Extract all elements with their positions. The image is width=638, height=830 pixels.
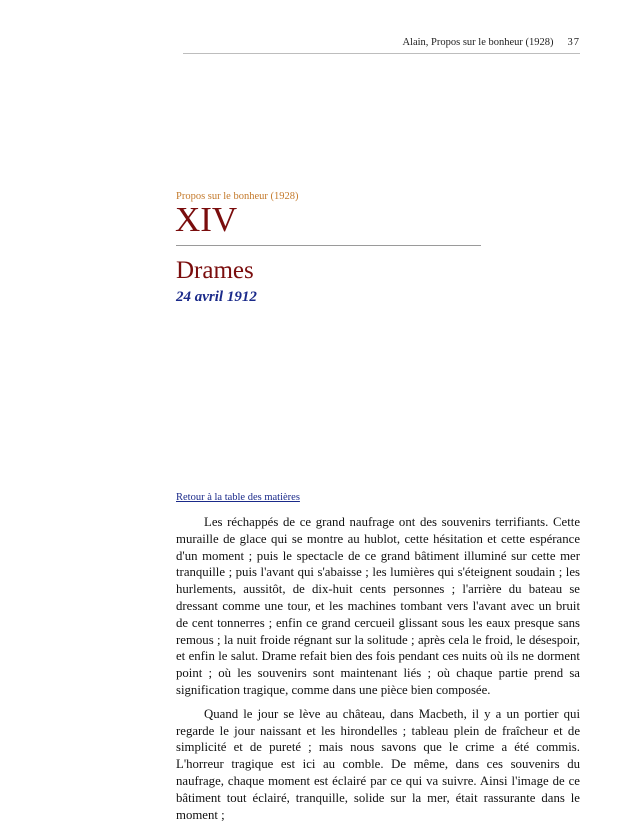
chapter-number: XIV — [175, 200, 238, 239]
toc-link[interactable]: Retour à la table des matières — [176, 492, 300, 503]
body-text — [176, 514, 580, 830]
paragraph: Quand le jour se lève au château, dans Macbeth, il y a un portier qui regarde le jour naissant et les hirondelles ; tableau plein de fraîcheur et de simplicité et de pureté ; mais nous savons que le crime a été commis. L'horreur tragique est ici au comble. De même, dans ces souvenirs du naufrage, chaque moment est éclairé par ce qui va suivre. Ainsi l'image de ce bâtiment tout éclairé, tranquille, solide sur la mer, était rassurante dans le moment ; — [176, 706, 580, 822]
running-header — [183, 37, 580, 48]
chapter-divider — [176, 245, 481, 246]
header-divider — [183, 53, 580, 54]
chapter-date: 24 avril 1912 — [176, 289, 257, 305]
paragraph: Les réchappés de ce grand naufrage ont des souvenirs terrifiants. Cette muraille de glace qui se montre au hublot, cette hésitation et cette espérance d'un moment ; puis le spectacle de ce grand bâtiment illuminé sur cette mer tranquille ; puis l'avant qui s'abaisse ; les lumières qui s'éteignent soudain ; les hurlements, aussitôt, de dix-huit cents personnes ; l'arrière du bateau se dressant comme une tour, et les machines tombant vers l'avant avec un bruit de cent tonnerres ; enfin ce grand cercueil glissant sous les eaux presque sans remous ; la nuit froide régnant sur la solitude ; après cela le froid, le désespoir, et enfin le salut. Drame refait bien des fois pendant ces nuits où ils ne dorment point ; où les souvenirs sont maintenant liés ; où chaque partie prend sa signification tragique, comme dans une pièce bien composée. — [176, 515, 580, 697]
chapter-title: Drames — [176, 257, 254, 284]
page-number: 37 — [567, 37, 580, 48]
running-title: Alain, Propos sur le bonheur (1928) — [402, 37, 554, 48]
book-label: Propos sur le bonheur (1928) — [176, 191, 299, 202]
